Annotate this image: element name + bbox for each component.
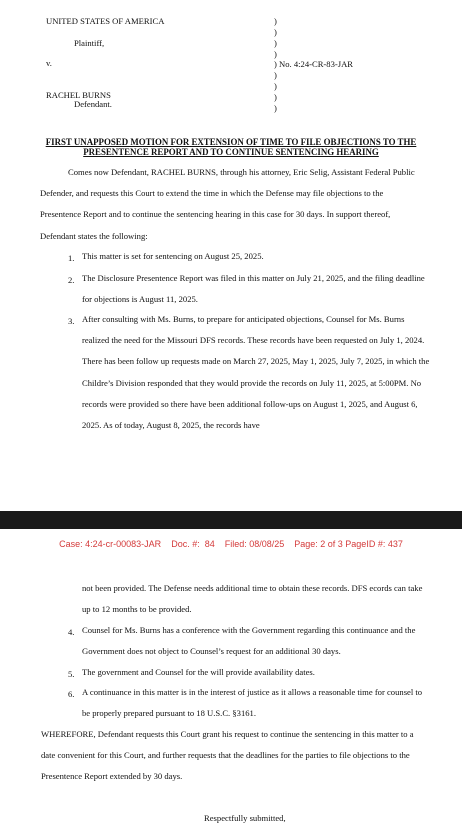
motion-title-line-1: FIRST UNAPPOSED MOTION FOR EXTENSION OF TIME TO FILE OBJECTIONS TO THE [45, 137, 417, 147]
caption-paren: ) [274, 103, 277, 113]
continuation-text: not been provided. The Defense needs additional time to obtain these records. DFS ecords can take up to 12 months to be provided. [82, 583, 423, 615]
closing-text: Respectfully submitted, [204, 813, 286, 823]
item-number: 5. [68, 669, 75, 679]
item-number: 4. [68, 627, 75, 637]
caption-paren: ) [274, 70, 277, 80]
caption-defendant-role: Defendant. [74, 99, 112, 109]
motion-title-line-2: PRESENTENCE REPORT AND TO CONTINUE SENTENCING HEARING [83, 147, 379, 157]
caption-versus: v. [46, 58, 52, 68]
wherefore-paragraph: WHEREFORE, Defendant requests this Court grant his request to continue the sentencing in this matter to a date convenient for this Court, and further requests that the deadlines for the parties to file objections to the Presentence Report extended by 30 days. [41, 729, 414, 782]
caption-paren: ) [274, 81, 277, 91]
item-text: A continuance in this matter is in the interest of justice as it allows a reasonable time for counsel to be properly prepared pursuant to 18 U.S.C. §3161. [82, 687, 423, 719]
motion-title [20, 137, 442, 157]
caption-plaintiff: Plaintiff, [74, 38, 105, 48]
caption-paren: ) [274, 27, 277, 37]
item-number: 2. [68, 275, 75, 285]
page-break-bar [0, 511, 462, 529]
caption-paren: ) [274, 38, 277, 48]
caption-paren: ) [274, 49, 277, 59]
item-text: The government and Counsel for the will provide availability dates. [82, 667, 315, 677]
filing-header-stamp: Case: 4:24-cr-00083-JAR Doc. #: 84 Filed: 08/08/25 Page: 2 of 3 PageID #: 437 [59, 539, 403, 549]
caption-country: UNITED STATES OF AMERICA [46, 16, 165, 26]
item-text: This matter is set for sentencing on August 25, 2025. [82, 251, 264, 261]
caption-defendant-name: RACHEL BURNS [46, 90, 111, 100]
item-number: 6. [68, 689, 75, 699]
caption-paren: ) [274, 92, 277, 102]
document-page-2 [0, 529, 462, 838]
item-text: Counsel for Ms. Burns has a conference with the Government regarding this continuance and the Government does not object to Counsel’s request for an additional 30 days. [82, 625, 416, 657]
caption-case-number-line [274, 60, 353, 69]
item-number: 3. [68, 316, 75, 326]
caption-paren: ) [274, 59, 277, 69]
caption-paren: ) [274, 16, 277, 26]
item-text: After consulting with Ms. Burns, to prepare for anticipated objections, Counsel for Ms. Burns realized the need for the Missouri DFS records. These records have been requested on July 1, 2024. There has been follow up requests made on March 27, 2025, May 1, 2025, July 7, 2025, in which the Childre’s Division responded that they would provide the records on July 11, 2025, at 5:00PM. No records were provided so there have been additional follow-ups on August 1, 2025, and August 6, 2025. As of today, August 8, 2025, the records have [82, 314, 430, 431]
intro-paragraph: Comes now Defendant, RACHEL BURNS, through his attorney, Eric Selig, Assistant Federal Public Defender, and requests this Court to extend the time in which the Defense may file objections to the Presentence Report and to continue the sentencing hearing in this case for 30 days. In support thereof, Defendant states the following: [40, 167, 415, 241]
item-text: The Disclosure Presentence Report was filed in this matter on July 21, 2025, and the filing deadline for objections is August 11, 2025. [82, 273, 425, 305]
item-number: 1. [68, 253, 75, 263]
case-number: No. 4:24-CR-83-JAR [279, 59, 354, 69]
